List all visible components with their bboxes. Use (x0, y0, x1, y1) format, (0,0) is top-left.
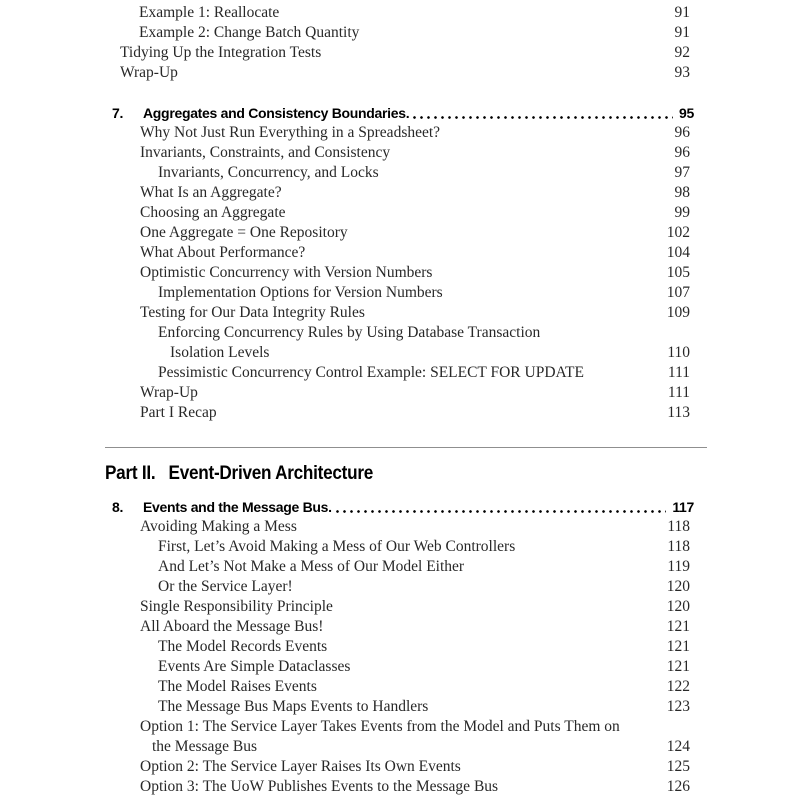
part-title: Event-Driven Architecture (168, 462, 374, 484)
chapter-heading[interactable] (105, 497, 707, 517)
entry-page: 96 (674, 124, 690, 141)
entry-label: Part I Recap (140, 404, 217, 421)
entry-label: Optimistic Concurrency with Version Numbers (140, 264, 433, 281)
entry-page: 102 (666, 224, 690, 241)
toc-entry[interactable] (105, 323, 707, 343)
chapter-title: Events and the Message Bus. (143, 499, 332, 515)
entry-label: Example 1: Reallocate (139, 4, 280, 21)
toc-entry[interactable] (105, 263, 707, 283)
toc-section (105, 103, 707, 423)
toc-entry[interactable] (105, 697, 707, 717)
toc-entry[interactable] (105, 143, 707, 163)
toc-entry[interactable] (105, 203, 707, 223)
entry-label: Implementation Options for Version Numbers (158, 284, 443, 301)
entry-page: 91 (674, 4, 690, 21)
entry-page: 118 (667, 538, 690, 555)
toc-entry[interactable] (105, 517, 707, 537)
entry-page: 109 (666, 304, 690, 321)
toc-section (105, 0, 707, 83)
entry-page: 111 (667, 364, 690, 381)
part-label: Part II. (105, 462, 156, 484)
entry-page: 122 (666, 678, 690, 695)
toc-entry[interactable] (105, 283, 707, 303)
toc-entry[interactable] (105, 537, 707, 557)
entry-label: Events Are Simple Dataclasses (158, 658, 351, 675)
entry-label: Option 1: The Service Layer Takes Events from the Model and Puts Them on (140, 718, 620, 735)
chapter-title: Aggregates and Consistency Boundaries. (143, 105, 410, 121)
entry-page: 93 (674, 64, 690, 81)
toc-entry[interactable] (105, 63, 707, 83)
entry-page: 91 (674, 24, 690, 41)
entry-page: 97 (674, 164, 690, 181)
entry-page: 120 (666, 598, 690, 615)
entry-label: Single Responsibility Principle (140, 598, 333, 615)
toc-entry[interactable] (105, 163, 707, 183)
entry-label: Isolation Levels (170, 344, 270, 361)
toc-section (105, 497, 707, 797)
entry-label: Option 2: The Service Layer Raises Its Own Events (140, 758, 461, 775)
section-divider (105, 447, 707, 448)
entry-label: Tidying Up the Integration Tests (120, 44, 322, 61)
entry-label: Testing for Our Data Integrity Rules (140, 304, 365, 321)
toc-entry[interactable] (105, 303, 707, 323)
entry-page: 96 (674, 144, 690, 161)
toc-entry[interactable] (105, 383, 707, 403)
entry-page: 118 (667, 518, 690, 535)
entry-label: The Model Raises Events (158, 678, 317, 695)
entry-label: First, Let’s Avoid Making a Mess of Our Web Controllers (158, 538, 516, 555)
entry-page: 113 (667, 404, 690, 421)
entry-label: Wrap-Up (140, 384, 198, 401)
entry-label: What About Performance? (140, 244, 306, 261)
toc-entry[interactable] (105, 3, 707, 23)
entry-page: 126 (666, 778, 690, 795)
toc-content (105, 0, 707, 797)
entry-label: Invariants, Constraints, and Consistency (140, 144, 391, 161)
entry-page: 121 (666, 618, 690, 635)
entry-label: What Is an Aggregate? (140, 184, 282, 201)
dot-leader (336, 510, 667, 513)
entry-page: 104 (666, 244, 690, 261)
toc-entry[interactable] (105, 717, 707, 737)
chapter-heading[interactable] (105, 103, 707, 123)
entry-page: 98 (674, 184, 690, 201)
entry-page: 110 (667, 344, 690, 361)
toc-entry[interactable] (105, 43, 707, 63)
entry-label: Invariants, Concurrency, and Locks (158, 164, 379, 181)
entry-page: 121 (666, 638, 690, 655)
entry-label: And Let’s Not Make a Mess of Our Model Either (158, 558, 465, 575)
entry-label: Choosing an Aggregate (140, 204, 286, 221)
toc-entry[interactable] (105, 403, 707, 423)
toc-entry[interactable] (105, 677, 707, 697)
chapter-number: 7. (112, 105, 124, 121)
chapter-page: 117 (672, 499, 694, 515)
entry-label: the Message Bus (152, 738, 258, 755)
entry-label: Why Not Just Run Everything in a Spreadsheet? (140, 124, 441, 141)
entry-page: 99 (674, 204, 690, 221)
entry-label: Example 2: Change Batch Quantity (139, 24, 360, 41)
entry-page: 121 (666, 658, 690, 675)
toc-entry[interactable] (105, 183, 707, 203)
toc-entry[interactable] (105, 637, 707, 657)
entry-page: 120 (666, 578, 690, 595)
entry-label: Or the Service Layer! (158, 578, 293, 595)
chapter-page: 95 (679, 105, 694, 121)
entry-label: Wrap-Up (120, 64, 178, 81)
entry-label: One Aggregate = One Repository (140, 224, 348, 241)
toc-entry[interactable] (105, 23, 707, 43)
toc-entry[interactable] (105, 657, 707, 677)
toc-entry[interactable] (105, 597, 707, 617)
dot-leader (413, 116, 673, 119)
entry-label: Enforcing Concurrency Rules by Using Database Transaction (158, 324, 541, 341)
entry-label: Avoiding Making a Mess (140, 518, 297, 535)
entry-label: The Model Records Events (158, 638, 328, 655)
entry-page: 123 (666, 698, 690, 715)
toc-entry[interactable] (105, 777, 707, 797)
toc-entry[interactable] (105, 617, 707, 637)
toc-entry[interactable] (105, 243, 707, 263)
part-heading[interactable] (105, 460, 635, 486)
entry-page: 124 (666, 738, 690, 755)
toc-entry[interactable] (105, 363, 707, 383)
entry-page: 92 (674, 44, 690, 61)
entry-label: All Aboard the Message Bus! (140, 618, 324, 635)
toc-entry[interactable] (105, 343, 707, 363)
entry-page: 105 (666, 264, 690, 281)
chapter-number: 8. (112, 499, 124, 515)
toc-entry[interactable] (105, 577, 707, 597)
entry-label: Option 3: The UoW Publishes Events to the Message Bus (140, 778, 499, 795)
entry-page: 119 (667, 558, 690, 575)
entry-label: The Message Bus Maps Events to Handlers (158, 698, 429, 715)
toc-entry[interactable] (105, 123, 707, 143)
entry-page: 125 (666, 758, 690, 775)
toc-entry[interactable] (105, 737, 707, 757)
toc-entry[interactable] (105, 557, 707, 577)
entry-label: Pessimistic Concurrency Control Example: SELECT FOR UPDATE (158, 364, 584, 381)
entry-page: 107 (666, 284, 690, 301)
toc-entry[interactable] (105, 757, 707, 777)
entry-page: 111 (667, 384, 690, 401)
toc-entry[interactable] (105, 223, 707, 243)
